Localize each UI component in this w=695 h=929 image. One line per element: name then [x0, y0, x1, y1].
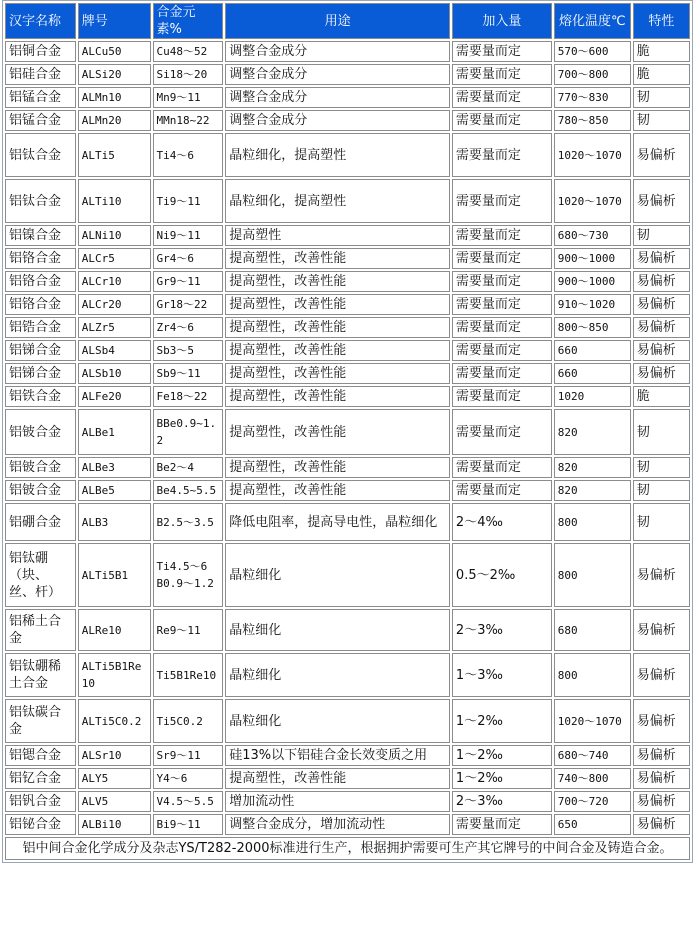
table-row	[5, 409, 690, 455]
cell-prop: 韧	[633, 110, 690, 131]
table-row	[5, 457, 690, 478]
cell-amount: 需要量而定	[452, 133, 552, 177]
cell-prop: 易偏析	[633, 543, 690, 607]
cell-melt: 700～720	[554, 791, 631, 812]
cell-melt: 1020～1070	[554, 179, 631, 223]
cell-use: 提高塑性，改善性能	[225, 409, 450, 455]
cell-grade: ALCr10	[78, 271, 151, 292]
cell-amount: 1～3‰	[452, 653, 552, 697]
cell-prop: 易偏析	[633, 317, 690, 338]
cell-amount: 0.5～2‰	[452, 543, 552, 607]
cell-use: 增加流动性	[225, 791, 450, 812]
cell-name: 铝锆合金	[5, 317, 76, 338]
alloy-table	[2, 0, 693, 863]
cell-amount: 需要量而定	[452, 248, 552, 269]
cell-element: Sb3～5	[153, 340, 224, 361]
cell-element: B2.5～3.5	[153, 503, 224, 541]
table-row	[5, 133, 690, 177]
cell-name: 铝硼合金	[5, 503, 76, 541]
alloy-table-container	[2, 0, 693, 863]
cell-grade: ALY5	[78, 768, 151, 789]
cell-name: 铝钛硼稀土合金	[5, 653, 76, 697]
cell-use: 提高塑性，改善性能	[225, 768, 450, 789]
cell-grade: ALCu50	[78, 41, 151, 62]
cell-name: 铝铍合金	[5, 457, 76, 478]
cell-amount: 2～3‰	[452, 609, 552, 651]
cell-element: Ti5B1Re10	[153, 653, 224, 697]
cell-melt: 800	[554, 543, 631, 607]
footnote-row	[5, 837, 690, 860]
cell-name: 铝铁合金	[5, 386, 76, 407]
cell-name: 铝锶合金	[5, 745, 76, 766]
cell-amount: 需要量而定	[452, 179, 552, 223]
cell-name: 铝锑合金	[5, 363, 76, 384]
cell-element: Zr4～6	[153, 317, 224, 338]
cell-name: 铝铬合金	[5, 294, 76, 315]
cell-amount: 需要量而定	[452, 294, 552, 315]
cell-use: 晶粒细化	[225, 699, 450, 743]
cell-element: V4.5～5.5	[153, 791, 224, 812]
cell-amount: 需要量而定	[452, 340, 552, 361]
cell-melt: 680～740	[554, 745, 631, 766]
cell-grade: ALBe1	[78, 409, 151, 455]
cell-melt: 800～850	[554, 317, 631, 338]
cell-amount: 需要量而定	[452, 409, 552, 455]
cell-melt: 900～1000	[554, 248, 631, 269]
cell-amount: 需要量而定	[452, 386, 552, 407]
cell-use: 调整合金成分	[225, 87, 450, 108]
header-element: 合金元素%	[153, 3, 224, 39]
cell-use: 提高塑性，改善性能	[225, 294, 450, 315]
cell-name: 铝铍合金	[5, 480, 76, 501]
table-row	[5, 340, 690, 361]
cell-melt: 780～850	[554, 110, 631, 131]
cell-name: 铝锰合金	[5, 110, 76, 131]
cell-amount: 需要量而定	[452, 363, 552, 384]
cell-element: Sb9～11	[153, 363, 224, 384]
cell-name: 铝锰合金	[5, 87, 76, 108]
cell-melt: 820	[554, 480, 631, 501]
table-row	[5, 271, 690, 292]
cell-grade: ALRe10	[78, 609, 151, 651]
table-row	[5, 386, 690, 407]
cell-element: BBe0.9~1.2	[153, 409, 224, 455]
cell-prop: 易偏析	[633, 179, 690, 223]
cell-use: 提高塑性，改善性能	[225, 480, 450, 501]
cell-element: Be2～4	[153, 457, 224, 478]
cell-melt: 680	[554, 609, 631, 651]
table-row	[5, 768, 690, 789]
cell-grade: ALTi5B1Re10	[78, 653, 151, 697]
cell-prop: 易偏析	[633, 791, 690, 812]
cell-melt: 910～1020	[554, 294, 631, 315]
cell-prop: 易偏析	[633, 340, 690, 361]
cell-grade: ALCr20	[78, 294, 151, 315]
cell-element: Re9～11	[153, 609, 224, 651]
cell-use: 调整合金成分	[225, 41, 450, 62]
cell-grade: ALNi10	[78, 225, 151, 246]
cell-prop: 易偏析	[633, 363, 690, 384]
cell-amount: 需要量而定	[452, 225, 552, 246]
cell-grade: ALTi5	[78, 133, 151, 177]
cell-melt: 680～730	[554, 225, 631, 246]
table-row	[5, 814, 690, 835]
cell-name: 铝钛硼（块、丝、杆）	[5, 543, 76, 607]
cell-prop: 韧	[633, 480, 690, 501]
cell-element: Ti4～6	[153, 133, 224, 177]
table-row	[5, 41, 690, 62]
cell-amount: 需要量而定	[452, 457, 552, 478]
cell-grade: ALBe5	[78, 480, 151, 501]
cell-amount: 1～2‰	[452, 768, 552, 789]
cell-element: Be4.5~5.5	[153, 480, 224, 501]
cell-prop: 易偏析	[633, 653, 690, 697]
cell-amount: 需要量而定	[452, 480, 552, 501]
cell-grade: ALCr5	[78, 248, 151, 269]
cell-use: 提高塑性	[225, 225, 450, 246]
cell-melt: 660	[554, 363, 631, 384]
table-row	[5, 543, 690, 607]
table-row	[5, 503, 690, 541]
cell-use: 调整合金成分	[225, 64, 450, 85]
cell-element: Ti9～11	[153, 179, 224, 223]
table-row	[5, 791, 690, 812]
cell-prop: 韧	[633, 87, 690, 108]
cell-prop: 韧	[633, 409, 690, 455]
cell-melt: 820	[554, 409, 631, 455]
cell-grade: ALTi5C0.2	[78, 699, 151, 743]
table-row	[5, 179, 690, 223]
cell-grade: ALBe3	[78, 457, 151, 478]
cell-melt: 700～800	[554, 64, 631, 85]
cell-use: 晶粒细化	[225, 653, 450, 697]
cell-amount: 2～4‰	[452, 503, 552, 541]
cell-prop: 韧	[633, 457, 690, 478]
table-row	[5, 294, 690, 315]
cell-name: 铝镍合金	[5, 225, 76, 246]
cell-use: 提高塑性，改善性能	[225, 386, 450, 407]
cell-name: 铝稀土合金	[5, 609, 76, 651]
cell-melt: 820	[554, 457, 631, 478]
cell-amount: 需要量而定	[452, 41, 552, 62]
cell-use: 硅13%以下铝硅合金长效变质之用	[225, 745, 450, 766]
table-row	[5, 64, 690, 85]
cell-prop: 易偏析	[633, 609, 690, 651]
cell-grade: ALSb4	[78, 340, 151, 361]
header-amount: 加入量	[452, 3, 552, 39]
cell-element: Y4～6	[153, 768, 224, 789]
cell-element: Si18～20	[153, 64, 224, 85]
cell-use: 提高塑性，改善性能	[225, 363, 450, 384]
cell-name: 铝钛合金	[5, 179, 76, 223]
cell-prop: 易偏析	[633, 699, 690, 743]
cell-amount: 需要量而定	[452, 64, 552, 85]
cell-amount: 2～3‰	[452, 791, 552, 812]
cell-grade: ALMn10	[78, 87, 151, 108]
cell-melt: 570～600	[554, 41, 631, 62]
header-grade: 牌号	[78, 3, 151, 39]
cell-prop: 易偏析	[633, 271, 690, 292]
cell-melt: 770～830	[554, 87, 631, 108]
table-row	[5, 248, 690, 269]
cell-element: Mn9～11	[153, 87, 224, 108]
cell-grade: ALSi20	[78, 64, 151, 85]
cell-name: 铝铬合金	[5, 271, 76, 292]
cell-grade: ALTi10	[78, 179, 151, 223]
table-row	[5, 653, 690, 697]
table-row	[5, 110, 690, 131]
cell-element: Gr18～22	[153, 294, 224, 315]
cell-name: 铝硅合金	[5, 64, 76, 85]
cell-grade: ALZr5	[78, 317, 151, 338]
cell-name: 铝铜合金	[5, 41, 76, 62]
header-melt: 熔化温度℃	[554, 3, 631, 39]
cell-grade: ALMn20	[78, 110, 151, 131]
cell-prop: 易偏析	[633, 768, 690, 789]
cell-melt: 650	[554, 814, 631, 835]
header-row	[5, 3, 690, 39]
cell-grade: ALB3	[78, 503, 151, 541]
cell-grade: ALV5	[78, 791, 151, 812]
header-name: 汉字名称	[5, 3, 76, 39]
cell-element: MMn18~22	[153, 110, 224, 131]
cell-amount: 需要量而定	[452, 87, 552, 108]
table-row	[5, 480, 690, 501]
cell-name: 铝钇合金	[5, 768, 76, 789]
table-row	[5, 87, 690, 108]
cell-melt: 660	[554, 340, 631, 361]
cell-use: 提高塑性，改善性能	[225, 271, 450, 292]
cell-amount: 需要量而定	[452, 110, 552, 131]
cell-element: Cu48～52	[153, 41, 224, 62]
cell-melt: 800	[554, 653, 631, 697]
cell-use: 调整合金成分，增加流动性	[225, 814, 450, 835]
cell-prop: 韧	[633, 225, 690, 246]
cell-melt: 1020～1070	[554, 133, 631, 177]
cell-use: 晶粒细化，提高塑性	[225, 179, 450, 223]
cell-grade: ALSr10	[78, 745, 151, 766]
cell-amount: 1～2‰	[452, 745, 552, 766]
cell-prop: 易偏析	[633, 745, 690, 766]
cell-prop: 易偏析	[633, 248, 690, 269]
cell-element: Gr9～11	[153, 271, 224, 292]
cell-name: 铝钛合金	[5, 133, 76, 177]
table-row	[5, 699, 690, 743]
cell-prop: 韧	[633, 503, 690, 541]
cell-melt: 1020	[554, 386, 631, 407]
footnote: 铝中间合金化学成分及杂志YS/T282-2000标准进行生产，根据拥护需要可生产其它牌号的中间合金及铸造合金。	[5, 837, 690, 860]
cell-element: Ni9～11	[153, 225, 224, 246]
cell-name: 铝铬合金	[5, 248, 76, 269]
cell-name: 铝铍合金	[5, 409, 76, 455]
cell-use: 提高塑性，改善性能	[225, 457, 450, 478]
cell-use: 提高塑性，改善性能	[225, 248, 450, 269]
cell-use: 提高塑性，改善性能	[225, 317, 450, 338]
table-row	[5, 225, 690, 246]
cell-grade: ALBi10	[78, 814, 151, 835]
cell-amount: 需要量而定	[452, 317, 552, 338]
cell-prop: 脆	[633, 64, 690, 85]
cell-prop: 易偏析	[633, 814, 690, 835]
cell-name: 铝锑合金	[5, 340, 76, 361]
cell-prop: 易偏析	[633, 133, 690, 177]
cell-amount: 需要量而定	[452, 271, 552, 292]
cell-use: 晶粒细化，提高塑性	[225, 133, 450, 177]
cell-grade: ALTi5B1	[78, 543, 151, 607]
cell-element: Fe18～22	[153, 386, 224, 407]
table-row	[5, 609, 690, 651]
cell-use: 晶粒细化	[225, 609, 450, 651]
cell-melt: 740～800	[554, 768, 631, 789]
cell-amount: 1～2‰	[452, 699, 552, 743]
cell-name: 铝铋合金	[5, 814, 76, 835]
cell-element: Ti4.5～6 B0.9～1.2	[153, 543, 224, 607]
cell-element: Gr4～6	[153, 248, 224, 269]
cell-element: Sr9～11	[153, 745, 224, 766]
cell-use: 降低电阻率，提高导电性，晶粒细化	[225, 503, 450, 541]
cell-use: 调整合金成分	[225, 110, 450, 131]
table-row	[5, 745, 690, 766]
cell-prop: 脆	[633, 41, 690, 62]
cell-prop: 脆	[633, 386, 690, 407]
cell-name: 铝钛碳合金	[5, 699, 76, 743]
cell-melt: 800	[554, 503, 631, 541]
table-row	[5, 317, 690, 338]
header-use: 用途	[225, 3, 450, 39]
cell-use: 提高塑性，改善性能	[225, 340, 450, 361]
header-prop: 特性	[633, 3, 690, 39]
cell-element: Bi9～11	[153, 814, 224, 835]
cell-melt: 900～1000	[554, 271, 631, 292]
cell-grade: ALFe20	[78, 386, 151, 407]
cell-amount: 需要量而定	[452, 814, 552, 835]
table-row	[5, 363, 690, 384]
cell-melt: 1020～1070	[554, 699, 631, 743]
cell-name: 铝钒合金	[5, 791, 76, 812]
cell-element: Ti5C0.2	[153, 699, 224, 743]
cell-use: 晶粒细化	[225, 543, 450, 607]
cell-prop: 易偏析	[633, 294, 690, 315]
cell-grade: ALSb10	[78, 363, 151, 384]
